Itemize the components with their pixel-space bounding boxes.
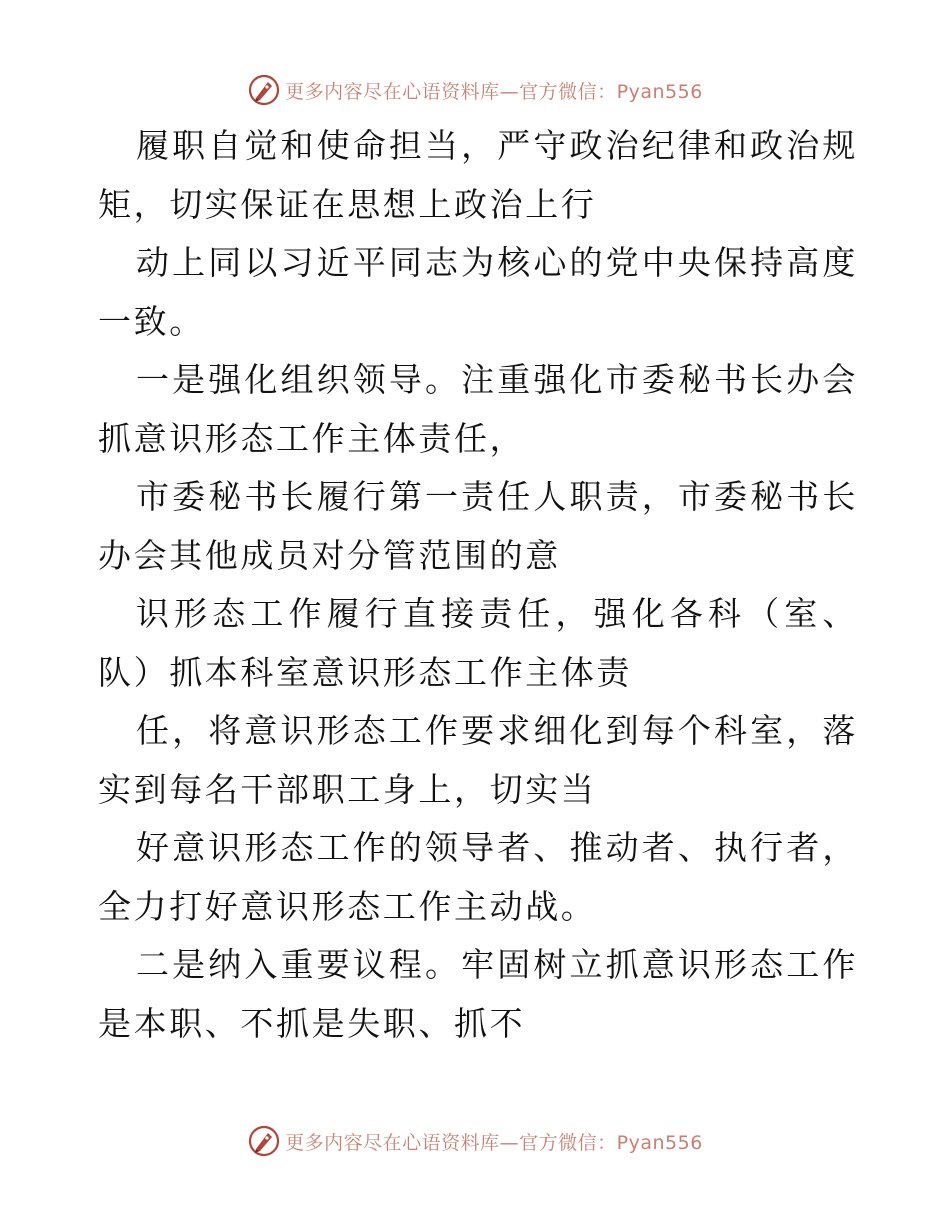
- footer-banner: [0, 1121, 950, 1161]
- paragraph: 识形态工作履行直接责任，强化各科（室、队）抓本科室意识形态工作主体责: [98, 594, 858, 692]
- paragraph: 动上同以习近平同志为核心的党中央保持高度一致。: [98, 243, 858, 341]
- paragraph: 任，将意识形态工作要求细化到每个科室，落实到每名干部职工身上，切实当: [98, 711, 858, 809]
- header-banner: [0, 70, 950, 110]
- paragraph: 一是强化组织领导。注重强化市委秘书长办会抓意识形态工作主体责任，: [98, 360, 858, 458]
- pen-nib-logo-icon: [247, 1124, 281, 1158]
- pen-nib-logo-icon: [247, 73, 281, 107]
- paragraph: 二是纳入重要议程。牢固树立抓意识形态工作是本职、不抓是失职、抓不: [98, 945, 858, 1043]
- footer-banner-text: 更多内容尽在心语资料库—官方微信：Pyan556: [285, 1131, 703, 1154]
- header-banner-text: 更多内容尽在心语资料库—官方微信：Pyan556: [285, 80, 703, 103]
- paragraph: 好意识形态工作的领导者、推动者、执行者，全力打好意识形态工作主动战。: [98, 828, 858, 926]
- document-body: [98, 117, 858, 1053]
- paragraph: 履职自觉和使命担当，严守政治纪律和政治规矩，切实保证在思想上政治上行: [98, 126, 858, 224]
- paragraph: 市委秘书长履行第一责任人职责，市委秘书长办会其他成员对分管范围的意: [98, 477, 858, 575]
